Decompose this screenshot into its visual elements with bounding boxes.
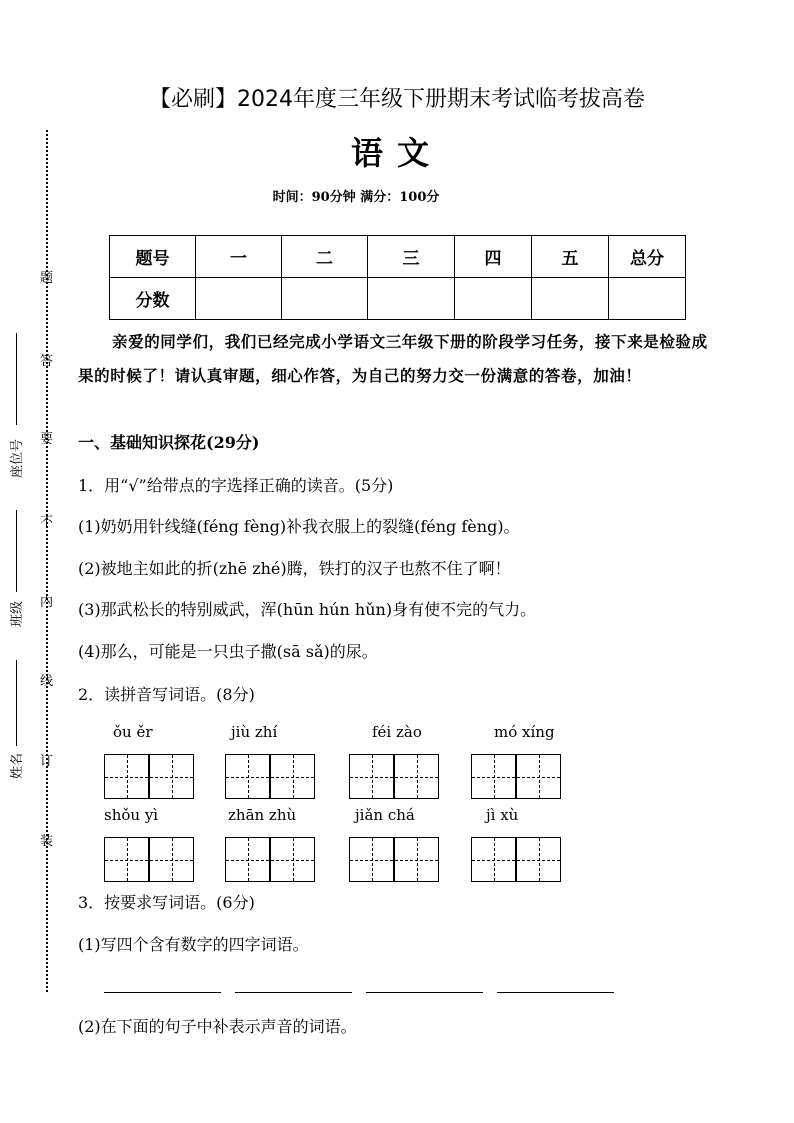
writing-box[interactable] xyxy=(516,754,561,799)
writing-box[interactable] xyxy=(225,837,270,882)
score-cell[interactable] xyxy=(455,278,532,320)
writing-box[interactable] xyxy=(225,754,270,799)
margin-char-bu: 不 xyxy=(40,515,54,530)
question-1-prompt: 1．用“√”给带点的字选择正确的读音。(5分) xyxy=(78,476,394,495)
margin-char-yao: 要 xyxy=(40,432,54,447)
question-1-item: (4)那么，可能是一只虫子撒(sā sǎ)的尿。 xyxy=(78,642,378,661)
class-label: 班级 xyxy=(10,600,25,627)
subject-title: 语文 xyxy=(350,134,443,172)
question-3-item-1: (1)写四个含有数字的四字词语。 xyxy=(78,935,309,954)
question-2-prompt: 2．读拼音写词语。(8分) xyxy=(78,685,255,704)
score-table-header-row xyxy=(110,236,686,278)
table-cell: 五 xyxy=(532,236,609,278)
question-1-item: (2)被地主如此的折(zhē zhé)腾，铁打的汉子也熬不住了啊！ xyxy=(78,559,511,578)
table-cell: 四 xyxy=(455,236,532,278)
score-cell[interactable] xyxy=(282,278,368,320)
score-cell[interactable] xyxy=(609,278,686,320)
pinyin-label: mó xíng xyxy=(494,723,555,741)
pinyin-label: zhān zhù xyxy=(228,806,297,824)
table-cell: 总分 xyxy=(609,236,686,278)
seat-number-label: 座位号 xyxy=(10,438,25,478)
table-cell: 二 xyxy=(282,236,368,278)
pinyin-label: jiǎn chá xyxy=(355,806,415,824)
name-label: 姓名 xyxy=(10,752,25,779)
writing-box[interactable] xyxy=(270,754,315,799)
pinyin-label: jì xù xyxy=(486,806,519,824)
writing-box[interactable] xyxy=(471,837,516,882)
table-cell: 题号 xyxy=(110,236,196,278)
writing-box[interactable] xyxy=(349,837,394,882)
margin-char-nei: 内 xyxy=(40,595,54,610)
score-table xyxy=(109,235,686,320)
exam-title: 【必刷】2024年度三年级下册期末考试临考拔高卷 xyxy=(149,87,645,112)
writing-box[interactable] xyxy=(149,837,194,882)
pinyin-label: féi zào xyxy=(372,723,422,741)
seat-number-blank[interactable] xyxy=(16,333,17,425)
pinyin-label: shǒu yì xyxy=(104,806,159,824)
question-3-prompt: 3．按要求写词语。(6分) xyxy=(78,893,255,912)
answer-blank[interactable] xyxy=(497,992,614,993)
writing-box[interactable] xyxy=(394,837,439,882)
writing-box[interactable] xyxy=(149,754,194,799)
score-cell[interactable] xyxy=(196,278,282,320)
pinyin-label: jiù zhí xyxy=(231,723,278,741)
table-cell: 一 xyxy=(196,236,282,278)
section-heading: 一、基础知识探花(29分) xyxy=(78,433,260,452)
table-cell: 分数 xyxy=(110,278,196,320)
margin-char-ti: 题 xyxy=(40,271,54,286)
answer-blank[interactable] xyxy=(366,992,483,993)
table-cell: 三 xyxy=(368,236,455,278)
answer-blank[interactable] xyxy=(104,992,221,993)
score-cell[interactable] xyxy=(532,278,609,320)
pinyin-label: ǒu ěr xyxy=(113,723,153,741)
question-1-item: (3)那武松长的特别威武，浑(hūn hún hǔn)身有使不完的气力。 xyxy=(78,600,537,619)
writing-box[interactable] xyxy=(471,754,516,799)
writing-box[interactable] xyxy=(394,754,439,799)
score-cell[interactable] xyxy=(368,278,455,320)
name-blank[interactable] xyxy=(16,660,17,746)
binding-dotted-line xyxy=(46,130,48,992)
margin-char-ding: 订 xyxy=(40,754,54,769)
writing-box[interactable] xyxy=(349,754,394,799)
class-blank[interactable] xyxy=(16,510,17,592)
writing-box[interactable] xyxy=(104,754,149,799)
margin-char-da: 答 xyxy=(40,354,54,369)
margin-char-zhuang: 装 xyxy=(40,834,54,849)
question-3-item-2: (2)在下面的句子中补表示声音的词语。 xyxy=(78,1017,357,1036)
answer-blank[interactable] xyxy=(235,992,352,993)
writing-box[interactable] xyxy=(516,837,561,882)
question-1-item: (1)奶奶用针线缝(féng fèng)补我衣服上的裂缝(féng fèng)。 xyxy=(78,517,520,536)
time-and-score-info: 时间：90分钟 满分：100分 xyxy=(272,190,440,205)
writing-box[interactable] xyxy=(104,837,149,882)
intro-paragraph: 亲爱的同学们，我们已经完成小学语文三年级下册的阶段学习任务，接下来是检验成果的时候了！请认真审题，细心作答，为自己的努力交一份满意的答卷，加油！ xyxy=(78,332,708,385)
score-table-score-row xyxy=(110,278,686,320)
margin-char-xian: 线 xyxy=(40,674,54,689)
writing-box[interactable] xyxy=(270,837,315,882)
